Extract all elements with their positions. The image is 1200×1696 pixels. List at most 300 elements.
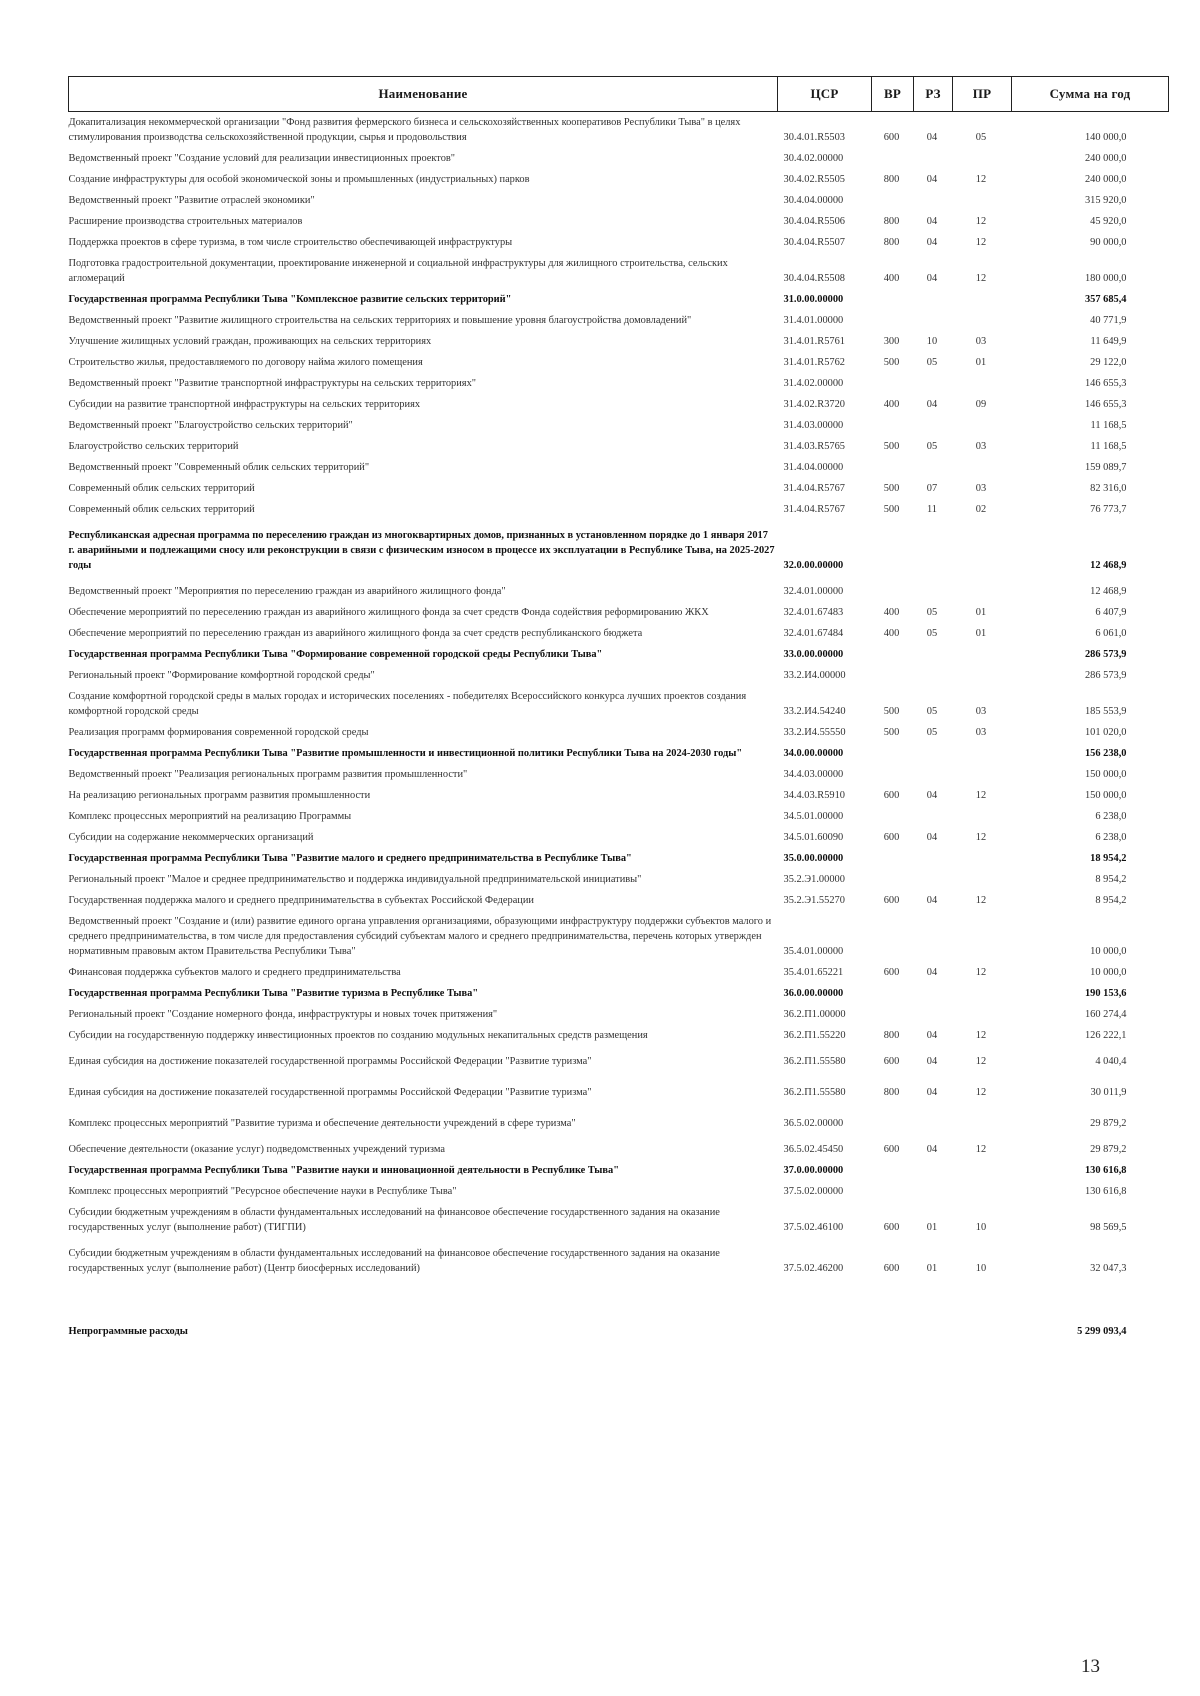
table-row: [69, 743, 1169, 764]
table-row: [69, 352, 1169, 373]
table-row: [69, 1025, 1169, 1046]
cell-rz: [914, 869, 953, 890]
table-row: [69, 112, 1169, 149]
cell-csr: 32.4.01.00000: [783, 586, 844, 597]
cell-csr: 30.4.01.R5503: [783, 132, 845, 143]
cell-vr: [872, 743, 914, 764]
table-row: [69, 602, 1169, 623]
cell-vr: 600: [883, 1144, 900, 1155]
cell-csr: 31.4.02.R3720: [783, 399, 845, 410]
cell-csr: 34.5.01.60090: [783, 832, 844, 843]
cell-rz: 04: [926, 132, 938, 143]
cell-csr: 34.5.01.00000: [783, 811, 844, 822]
cell-name: Государственная программа Республики Тыва "Развитие туризма в Республике Тыва": [68, 988, 479, 999]
table-row: [69, 1108, 1169, 1139]
cell-csr: 37.0.00.00000: [783, 1165, 844, 1176]
cell-name: Создание инфраструктуры для особой экономической зоны и промышленных (индустриальных) парков: [68, 174, 530, 185]
table-row: [69, 232, 1169, 253]
cell-rz: [914, 1181, 953, 1202]
cell-rz: 07: [926, 483, 938, 494]
cell-csr: 30.4.04.00000: [783, 195, 844, 206]
table-row: [69, 331, 1169, 352]
cell-sum: 76 773,7: [1090, 504, 1127, 515]
cell-pr: [953, 1160, 1012, 1181]
cell-name: Государственная программа Республики Тыва "Комплексное развитие сельских территорий": [68, 294, 512, 305]
table-row: [69, 478, 1169, 499]
cell-pr: [953, 806, 1012, 827]
cell-rz: [914, 415, 953, 436]
cell-vr: 500: [883, 504, 900, 515]
cell-rz: 04: [926, 1144, 938, 1155]
cell-pr: 12: [975, 895, 987, 906]
cell-sum: 101 020,0: [1084, 727, 1127, 738]
cell-vr: 500: [883, 706, 900, 717]
table-row: [69, 869, 1169, 890]
cell-pr: [953, 644, 1012, 665]
column-header-rz: РЗ: [914, 77, 953, 112]
cell-rz: [914, 581, 953, 602]
cell-csr: 36.5.02.00000: [783, 1118, 844, 1129]
cell-sum: 98 569,5: [1090, 1222, 1127, 1233]
column-header-pr: ПР: [953, 77, 1012, 112]
cell-vr: [872, 1004, 914, 1025]
cell-name: Комплекс процессных мероприятий "Ресурсное обеспечение науки в Республике Тыва": [68, 1186, 457, 1197]
cell-name: Региональный проект "Малое и среднее предпринимательство и поддержка индивидуальной предпринимательской инициативы": [68, 874, 642, 885]
cell-sum: 130 616,8: [1084, 1186, 1127, 1197]
cell-rz: 04: [926, 399, 938, 410]
cell-rz: 11: [926, 504, 937, 515]
cell-rz: [914, 644, 953, 665]
cell-rz: 04: [926, 1056, 938, 1067]
cell-sum: 82 316,0: [1090, 483, 1127, 494]
cell-name: Непрограммные расходы: [68, 1326, 188, 1337]
cell-rz: [914, 1108, 953, 1139]
cell-vr: [872, 190, 914, 211]
cell-rz: 05: [926, 357, 938, 368]
cell-sum: 146 655,3: [1084, 378, 1127, 389]
column-header-vr: ВР: [872, 77, 914, 112]
cell-rz: [914, 743, 953, 764]
cell-vr: [872, 520, 914, 581]
cell-rz: [914, 911, 953, 962]
column-header-csr: ЦСР: [778, 77, 872, 112]
cell-pr: [953, 1108, 1012, 1139]
cell-sum: 6 238,0: [1095, 832, 1127, 843]
table-row: [69, 806, 1169, 827]
table-row: [69, 253, 1169, 289]
cell-name: Государственная программа Республики Тыва "Развитие промышленности и инвестиционной политики Республики Тыва на 2024-2030 годы": [68, 748, 743, 759]
cell-pr: [953, 520, 1012, 581]
cell-vr: [872, 983, 914, 1004]
cell-pr: 01: [975, 607, 987, 618]
cell-sum: 6 238,0: [1095, 811, 1127, 822]
cell-pr: 12: [975, 967, 987, 978]
cell-pr: [953, 665, 1012, 686]
cell-pr: 12: [975, 832, 987, 843]
cell-sum: 156 238,0: [1084, 748, 1127, 759]
cell-vr: [872, 415, 914, 436]
table-row: [69, 1160, 1169, 1181]
cell-vr: 600: [883, 1222, 900, 1233]
cell-sum: 12 468,9: [1090, 560, 1127, 571]
table-row: [69, 520, 1169, 581]
cell-pr: 12: [975, 1056, 987, 1067]
table-row: [69, 1238, 1169, 1284]
cell-vr: 600: [883, 790, 900, 801]
cell-csr: 36.5.02.45450: [783, 1144, 844, 1155]
cell-rz: 01: [926, 1222, 938, 1233]
cell-vr: [872, 581, 914, 602]
cell-vr: [872, 806, 914, 827]
cell-csr: [778, 1284, 872, 1342]
cell-sum: 30 011,9: [1090, 1087, 1127, 1098]
budget-table: [68, 76, 1169, 1342]
cell-rz: [914, 1284, 953, 1342]
cell-name: Ведомственный проект "Современный облик сельских территорий": [68, 462, 370, 473]
cell-name: Субсидии на развитие транспортной инфраструктуры на сельских территориях: [68, 399, 421, 410]
cell-pr: 01: [975, 357, 987, 368]
cell-rz: [914, 806, 953, 827]
table-row: [69, 890, 1169, 911]
cell-pr: 12: [975, 237, 987, 248]
cell-pr: 12: [975, 790, 987, 801]
cell-pr: 05: [975, 132, 987, 143]
cell-name: Единая субсидия на достижение показателей государственной программы Российской Федерации "Развитие туризма": [68, 1087, 592, 1098]
cell-sum: 146 655,3: [1084, 399, 1127, 410]
table-row: [69, 148, 1169, 169]
cell-rz: 04: [926, 1087, 938, 1098]
table-row: [69, 190, 1169, 211]
table-row: [69, 169, 1169, 190]
cell-rz: [914, 1004, 953, 1025]
table-row: [69, 1181, 1169, 1202]
cell-vr: [872, 665, 914, 686]
cell-rz: 04: [926, 216, 938, 227]
cell-vr: [872, 1284, 914, 1342]
cell-csr: 30.4.02.00000: [783, 153, 844, 164]
cell-csr: 36.2.П1.55580: [783, 1087, 846, 1098]
cell-pr: [953, 869, 1012, 890]
cell-vr: [872, 289, 914, 310]
cell-sum: 150 000,0: [1084, 790, 1127, 801]
cell-rz: [914, 373, 953, 394]
cell-name: Финансовая поддержка субъектов малого и среднего предпринимательства: [68, 967, 401, 978]
cell-sum: 8 954,2: [1095, 874, 1127, 885]
cell-sum: 18 954,2: [1090, 853, 1127, 864]
cell-sum: 150 000,0: [1084, 769, 1127, 780]
cell-vr: [872, 373, 914, 394]
cell-rz: 04: [926, 1030, 938, 1041]
cell-csr: 35.4.01.65221: [783, 967, 844, 978]
cell-pr: [953, 148, 1012, 169]
table-row: [69, 785, 1169, 806]
cell-csr: 34.0.00.00000: [783, 748, 844, 759]
cell-sum: 10 000,0: [1090, 946, 1127, 957]
cell-vr: [872, 1160, 914, 1181]
cell-vr: 800: [883, 237, 900, 248]
cell-vr: 500: [883, 357, 900, 368]
cell-name: Региональный проект "Создание номерного фонда, инфраструктуры и новых точек притяжения": [68, 1009, 498, 1020]
cell-sum: 5 299 093,4: [1077, 1326, 1127, 1337]
cell-name: Субсидии бюджетным учреждениям в области фундаментальных исследований на финансовое обеспечение государственного задания на оказание государственных услуг (выполнение работ) (Центр биосферных исследований): [68, 1248, 720, 1274]
cell-vr: 800: [883, 174, 900, 185]
cell-rz: 04: [926, 895, 938, 906]
cell-vr: [872, 848, 914, 869]
cell-rz: [914, 310, 953, 331]
cell-vr: [872, 457, 914, 478]
cell-rz: [914, 289, 953, 310]
cell-name: Обеспечение мероприятий по переселению граждан из аварийного жилищного фонда за счет средств республиканского бюджета: [68, 628, 643, 639]
cell-name: Ведомственный проект "Развитие транспортной инфраструктуры на сельских территориях": [68, 378, 477, 389]
table-row: [69, 436, 1169, 457]
cell-pr: 09: [975, 399, 987, 410]
table-row: [69, 665, 1169, 686]
cell-pr: 03: [975, 483, 987, 494]
cell-name: Ведомственный проект "Развитие жилищного строительства на сельских территориях и повышение уровня благоустройства домовладений": [68, 315, 692, 326]
cell-pr: 03: [975, 727, 987, 738]
cell-sum: 286 573,9: [1084, 649, 1127, 660]
cell-pr: [953, 581, 1012, 602]
cell-sum: 11 649,9: [1090, 336, 1127, 347]
cell-name: Современный облик сельских территорий: [68, 504, 255, 515]
cell-name: На реализацию региональных программ развития промышленности: [68, 790, 371, 801]
cell-vr: 500: [883, 483, 900, 494]
cell-vr: [872, 148, 914, 169]
cell-sum: 6 061,0: [1095, 628, 1127, 639]
cell-pr: 12: [975, 216, 987, 227]
cell-vr: [872, 1108, 914, 1139]
cell-pr: [953, 911, 1012, 962]
cell-csr: 33.0.00.00000: [783, 649, 844, 660]
cell-sum: 240 000,0: [1084, 174, 1127, 185]
cell-name: Создание комфортной городской среды в малых городах и исторических поселениях - победителях Всероссийского конкурса лучших проектов создания комфортной городской среды: [68, 691, 747, 717]
cell-pr: 10: [975, 1263, 987, 1274]
cell-vr: 600: [883, 132, 900, 143]
cell-sum: 29 879,2: [1090, 1144, 1127, 1155]
cell-pr: 01: [975, 628, 987, 639]
cell-pr: [953, 289, 1012, 310]
cell-csr: 32.4.01.67484: [783, 628, 844, 639]
cell-vr: 500: [883, 441, 900, 452]
column-header-sum: Сумма на год: [1012, 77, 1169, 112]
cell-rz: 05: [926, 628, 938, 639]
cell-name: Обеспечение мероприятий по переселению граждан из аварийного жилищного фонда за счет средств Фонда содействия реформированию ЖКХ: [68, 607, 709, 618]
table-row: [69, 848, 1169, 869]
table-row: [69, 644, 1169, 665]
cell-csr: 34.4.03.R5910: [783, 790, 845, 801]
cell-vr: 800: [883, 216, 900, 227]
cell-name: Государственная программа Республики Тыва "Развитие малого и среднего предпринимательства в Республике Тыва": [68, 853, 632, 864]
table-row: [69, 289, 1169, 310]
cell-sum: 8 954,2: [1095, 895, 1127, 906]
cell-name: Субсидии на государственную поддержку инвестиционных проектов по созданию модульных некапитальных средств размещения: [68, 1030, 648, 1041]
cell-pr: [953, 983, 1012, 1004]
cell-sum: 29 879,2: [1090, 1118, 1127, 1129]
cell-rz: 04: [926, 237, 938, 248]
cell-csr: 33.2.И4.00000: [783, 670, 846, 681]
cell-vr: 400: [883, 273, 900, 284]
cell-name: Государственная программа Республики Тыва "Формирование современной городской среды Республики Тыва": [68, 649, 603, 660]
cell-name: Докапитализация некоммерческой организации "Фонд развития фермерского бизнеса и сельскохозяйственных кооперативов Республики Тыва" в целях стимулирования производства сельскохозяйственной продукции, сырья и продовольствия: [68, 117, 741, 143]
page-number: 13: [1081, 1656, 1100, 1677]
cell-sum: 140 000,0: [1084, 132, 1127, 143]
cell-vr: 600: [883, 1263, 900, 1274]
cell-name: Государственная поддержка малого и среднего предпринимательства в субъектах Российской Федерации: [68, 895, 534, 906]
cell-csr: 32.4.01.67483: [783, 607, 844, 618]
cell-name: Ведомственный проект "Создание и (или) развитие единого органа управления организациями, образующими инфраструктуру поддержки субъектов малого и среднего предпринимательства, в том числе для предоставления субсидий субъектам малого и среднего предпринимательства, перечень которых утвержден нормативным правовым актом Правительства Республики Тыва": [68, 916, 772, 957]
cell-sum: 4 040,4: [1095, 1056, 1127, 1067]
cell-pr: 03: [975, 336, 987, 347]
cell-rz: 04: [926, 273, 938, 284]
cell-vr: [872, 911, 914, 962]
cell-csr: 31.4.04.00000: [783, 462, 844, 473]
table-row: [69, 962, 1169, 983]
cell-name: Ведомственный проект "Создание условий для реализации инвестиционных проектов": [68, 153, 456, 164]
cell-name: Подготовка градостроительной документации, проектирование инженерной и социальной инфраструктуры для жилищного строительства, сельских агломераций: [68, 258, 728, 284]
cell-rz: [914, 848, 953, 869]
cell-pr: 03: [975, 441, 987, 452]
cell-sum: 40 771,9: [1090, 315, 1127, 326]
cell-rz: 04: [926, 967, 938, 978]
cell-name: Обеспечение деятельности (оказание услуг) подведомственных учреждений туризма: [68, 1144, 445, 1155]
cell-csr: 35.2.Э1.55270: [783, 895, 845, 906]
cell-vr: 400: [883, 628, 900, 639]
cell-vr: 800: [883, 1030, 900, 1041]
cell-csr: 31.4.04.R5767: [783, 504, 845, 515]
table-row: [69, 1202, 1169, 1238]
cell-name: Ведомственный проект "Развитие отраслей экономики": [68, 195, 315, 206]
cell-rz: 05: [926, 727, 938, 738]
cell-csr: 30.4.02.R5505: [783, 174, 845, 185]
cell-sum: 159 089,7: [1084, 462, 1127, 473]
cell-pr: [953, 764, 1012, 785]
cell-pr: [953, 743, 1012, 764]
cell-csr: 32.0.00.00000: [783, 560, 844, 571]
cell-name: Единая субсидия на достижение показателей государственной программы Российской Федерации "Развитие туризма": [68, 1056, 592, 1067]
cell-sum: 11 168,5: [1090, 420, 1127, 431]
cell-vr: [872, 1181, 914, 1202]
table-row: [69, 827, 1169, 848]
cell-pr: 02: [975, 504, 987, 515]
cell-sum: 130 616,8: [1084, 1165, 1127, 1176]
cell-vr: [872, 764, 914, 785]
cell-vr: 800: [883, 1087, 900, 1098]
cell-csr: 37.5.02.00000: [783, 1186, 844, 1197]
cell-name: Строительство жилья, предоставляемого по договору найма жилого помещения: [68, 357, 423, 368]
cell-csr: 31.4.01.00000: [783, 315, 844, 326]
table-row: [69, 983, 1169, 1004]
cell-vr: [872, 310, 914, 331]
cell-vr: 400: [883, 607, 900, 618]
table-row: [69, 764, 1169, 785]
cell-rz: [914, 457, 953, 478]
cell-vr: 600: [883, 832, 900, 843]
cell-csr: 36.2.П1.55220: [783, 1030, 846, 1041]
cell-rz: 04: [926, 832, 938, 843]
cell-name: Реализация программ формирования современной городской среды: [68, 727, 369, 738]
cell-sum: 29 122,0: [1090, 357, 1127, 368]
cell-name: Субсидии бюджетным учреждениям в области фундаментальных исследований на финансовое обеспечение государственного задания на оказание государственных услуг (выполнение работ) (ТИГПИ): [68, 1207, 720, 1233]
column-header-name: Наименование: [69, 77, 778, 112]
cell-rz: [914, 665, 953, 686]
table-body: [69, 112, 1169, 1343]
table-row: [69, 1046, 1169, 1077]
cell-pr: [953, 1004, 1012, 1025]
table-row: [69, 581, 1169, 602]
cell-csr: 35.4.01.00000: [783, 946, 844, 957]
cell-name: Республиканская адресная программа по переселению граждан из многоквартирных домов, признанных в установленном порядке до 1 января 2017 г. аварийными и подлежащими сносу или реконструкции в связи с физическим износом в процессе их эксплуатации в Республике Тыва, на 2025-2027 годы: [68, 530, 775, 571]
cell-rz: 01: [926, 1263, 938, 1274]
cell-vr: 400: [883, 399, 900, 410]
cell-name: Современный облик сельских территорий: [68, 483, 255, 494]
cell-csr: 31.4.03.R5765: [783, 441, 845, 452]
cell-csr: 31.4.01.R5762: [783, 357, 845, 368]
cell-pr: [953, 373, 1012, 394]
cell-csr: 34.4.03.00000: [783, 769, 844, 780]
cell-rz: [914, 520, 953, 581]
cell-rz: 05: [926, 607, 938, 618]
table-row: [69, 310, 1169, 331]
table-row: [69, 623, 1169, 644]
cell-csr: 30.4.04.R5507: [783, 237, 845, 248]
table-header: [69, 77, 1169, 112]
cell-name: Улучшение жилищных условий граждан, проживающих на сельских территориях: [68, 336, 432, 347]
cell-csr: 33.2.И4.54240: [783, 706, 846, 717]
cell-sum: 90 000,0: [1090, 237, 1127, 248]
table-row: [69, 722, 1169, 743]
cell-sum: 126 222,1: [1084, 1030, 1127, 1041]
cell-name: Комплекс процессных мероприятий "Развитие туризма и обеспечение деятельности учреждений в сфере туризма": [68, 1118, 576, 1129]
cell-sum: 185 553,9: [1084, 706, 1127, 717]
cell-vr: [872, 869, 914, 890]
cell-pr: [953, 190, 1012, 211]
cell-sum: 10 000,0: [1090, 967, 1127, 978]
cell-pr: 12: [975, 1087, 987, 1098]
cell-pr: 12: [975, 1144, 987, 1155]
cell-name: Региональный проект "Формирование комфортной городской среды": [68, 670, 375, 681]
cell-sum: 160 274,4: [1084, 1009, 1127, 1020]
cell-rz: [914, 1160, 953, 1181]
table-row: [69, 911, 1169, 962]
cell-name: Ведомственный проект "Благоустройство сельских территорий": [68, 420, 353, 431]
cell-vr: 600: [883, 895, 900, 906]
cell-csr: 37.5.02.46200: [783, 1263, 844, 1274]
budget-document: [68, 76, 1168, 1342]
cell-name: Поддержка проектов в сфере туризма, в том числе строительство обеспечивающей инфраструктуры: [68, 237, 513, 248]
cell-pr: 12: [975, 174, 987, 185]
cell-csr: 37.5.02.46100: [783, 1222, 844, 1233]
cell-pr: 03: [975, 706, 987, 717]
cell-csr: 31.4.03.00000: [783, 420, 844, 431]
cell-vr: 300: [883, 336, 900, 347]
table-row: [69, 1284, 1169, 1342]
cell-pr: [953, 310, 1012, 331]
cell-rz: 10: [926, 336, 938, 347]
cell-pr: [953, 415, 1012, 436]
table-row: [69, 457, 1169, 478]
cell-name: Государственная программа Республики Тыва "Развитие науки и инновационной деятельности в Республике Тыва": [68, 1165, 619, 1176]
cell-sum: 32 047,3: [1090, 1263, 1127, 1274]
cell-pr: 12: [975, 273, 987, 284]
cell-pr: [953, 457, 1012, 478]
cell-name: Комплекс процессных мероприятий на реализацию Программы: [68, 811, 352, 822]
cell-csr: 31.4.04.R5767: [783, 483, 845, 494]
table-row: [69, 499, 1169, 520]
cell-rz: 05: [926, 441, 938, 452]
cell-name: Субсидии на содержание некоммерческих организаций: [68, 832, 314, 843]
cell-sum: 315 920,0: [1084, 195, 1127, 206]
table-row: [69, 415, 1169, 436]
